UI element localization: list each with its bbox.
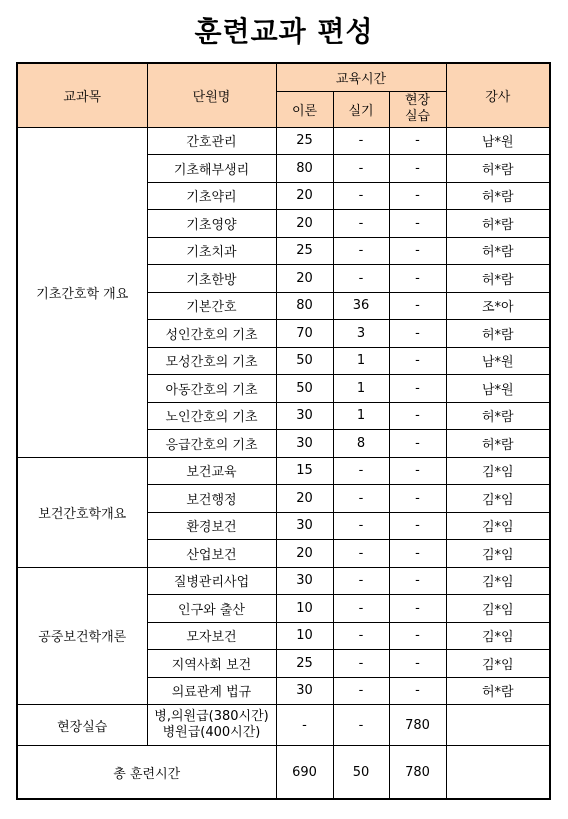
unit-cell: 노인간호의 기초 xyxy=(147,402,276,430)
subject-cell: 현장실습 xyxy=(17,705,147,746)
field-cell: - xyxy=(389,182,446,210)
instructor-cell: 남*원 xyxy=(446,375,550,403)
instructor-cell: 허*람 xyxy=(446,430,550,458)
table-row-total xyxy=(17,746,550,800)
practice-cell: 8 xyxy=(333,430,389,458)
theory-cell: 10 xyxy=(276,595,333,623)
field-cell: - xyxy=(389,457,446,485)
total-field: 780 xyxy=(389,746,446,800)
instructor-cell: 허*람 xyxy=(446,237,550,265)
unit-cell: 의료관계 법규 xyxy=(147,677,276,705)
instructor-cell: 허*람 xyxy=(446,155,550,183)
theory-cell: 50 xyxy=(276,375,333,403)
practice-cell: - xyxy=(333,155,389,183)
field-cell: - xyxy=(389,512,446,540)
unit-cell: 기초치과 xyxy=(147,237,276,265)
instructor-cell: 김*임 xyxy=(446,512,550,540)
total-theory: 690 xyxy=(276,746,333,800)
theory-cell: 70 xyxy=(276,320,333,348)
practice-cell: - xyxy=(333,457,389,485)
field-cell: - xyxy=(389,567,446,595)
theory-cell: 80 xyxy=(276,292,333,320)
unit-cell: 기초약리 xyxy=(147,182,276,210)
theory-cell: 30 xyxy=(276,512,333,540)
theory-cell: 50 xyxy=(276,347,333,375)
instructor-cell: 남*원 xyxy=(446,347,550,375)
subject-cell: 기초간호학 개요 xyxy=(17,127,147,457)
instructor-cell: 김*임 xyxy=(446,650,550,678)
instructor-cell: 허*람 xyxy=(446,320,550,348)
field-cell: - xyxy=(389,292,446,320)
practice-cell: - xyxy=(333,237,389,265)
practice-cell: - xyxy=(333,595,389,623)
practice-cell: 36 xyxy=(333,292,389,320)
instructor-cell: 허*람 xyxy=(446,265,550,293)
instructor-cell: 김*임 xyxy=(446,567,550,595)
field-cell: - xyxy=(389,127,446,155)
instructor-cell: 허*람 xyxy=(446,677,550,705)
table-row xyxy=(17,127,550,155)
unit-line1: 병,의원급(380시간) xyxy=(154,709,269,724)
theory-cell: 25 xyxy=(276,650,333,678)
practice-cell: - xyxy=(333,210,389,238)
practice-cell: - xyxy=(333,650,389,678)
field-cell: - xyxy=(389,320,446,348)
field-cell: - xyxy=(389,650,446,678)
field-cell: - xyxy=(389,347,446,375)
instructor-cell: 김*임 xyxy=(446,622,550,650)
unit-cell: 기초해부생리 xyxy=(147,155,276,183)
unit-cell: 보건행정 xyxy=(147,485,276,513)
curriculum-table xyxy=(16,62,551,800)
instructor-cell xyxy=(446,705,550,746)
unit-cell: 모성간호의 기초 xyxy=(147,347,276,375)
practice-cell: - xyxy=(333,127,389,155)
header-theory: 이론 xyxy=(276,91,333,127)
header-hours: 교육시간 xyxy=(276,63,446,91)
unit-cell: 응급간호의 기초 xyxy=(147,430,276,458)
theory-cell: 20 xyxy=(276,182,333,210)
theory-cell: 10 xyxy=(276,622,333,650)
instructor-cell: 김*임 xyxy=(446,457,550,485)
field-cell: - xyxy=(389,677,446,705)
theory-cell: 30 xyxy=(276,402,333,430)
theory-cell: 30 xyxy=(276,677,333,705)
field-cell: - xyxy=(389,595,446,623)
table-row-field-practice xyxy=(17,705,550,746)
theory-cell: 25 xyxy=(276,237,333,265)
practice-cell: - xyxy=(333,182,389,210)
unit-cell: 질병관리사업 xyxy=(147,567,276,595)
header-subject: 교과목 xyxy=(17,63,147,127)
field-cell: - xyxy=(389,155,446,183)
field-cell: - xyxy=(389,210,446,238)
table-row xyxy=(17,457,550,485)
unit-cell: 성인간호의 기초 xyxy=(147,320,276,348)
total-instructor xyxy=(446,746,550,800)
header-practice: 실기 xyxy=(333,91,389,127)
field-cell: - xyxy=(389,622,446,650)
theory-cell: 15 xyxy=(276,457,333,485)
subject-cell: 공중보건학개론 xyxy=(17,567,147,705)
theory-cell: 80 xyxy=(276,155,333,183)
practice-cell: 1 xyxy=(333,402,389,430)
header-field-line2: 실습 xyxy=(404,109,431,124)
header-field-line1: 현장 xyxy=(404,93,431,108)
practice-cell: - xyxy=(333,677,389,705)
theory-cell: 20 xyxy=(276,540,333,568)
unit-cell: 지역사회 보건 xyxy=(147,650,276,678)
header-unit: 단원명 xyxy=(147,63,276,127)
field-cell: - xyxy=(389,265,446,293)
field-cell: - xyxy=(389,237,446,265)
total-practice: 50 xyxy=(333,746,389,800)
unit-cell: 기본간호 xyxy=(147,292,276,320)
unit-cell: 기초영양 xyxy=(147,210,276,238)
practice-cell: 1 xyxy=(333,347,389,375)
instructor-cell: 김*임 xyxy=(446,540,550,568)
instructor-cell: 허*람 xyxy=(446,210,550,238)
table-body xyxy=(17,127,550,799)
practice-cell: - xyxy=(333,485,389,513)
subject-cell: 보건간호학개요 xyxy=(17,457,147,567)
theory-cell: 20 xyxy=(276,485,333,513)
field-cell: - xyxy=(389,402,446,430)
practice-cell: - xyxy=(333,265,389,293)
unit-cell: 환경보건 xyxy=(147,512,276,540)
field-cell: - xyxy=(389,375,446,403)
table-row xyxy=(17,567,550,595)
header-instructor: 강사 xyxy=(446,63,550,127)
practice-cell: - xyxy=(333,567,389,595)
practice-cell: - xyxy=(333,540,389,568)
theory-cell: 30 xyxy=(276,430,333,458)
theory-cell: 30 xyxy=(276,567,333,595)
unit-cell: 간호관리 xyxy=(147,127,276,155)
header-field xyxy=(389,91,446,127)
practice-cell: 1 xyxy=(333,375,389,403)
unit-cell: 산업보건 xyxy=(147,540,276,568)
page-title: 훈련교과 편성 xyxy=(194,15,374,48)
practice-cell: - xyxy=(333,622,389,650)
unit-cell: 모자보건 xyxy=(147,622,276,650)
instructor-cell: 김*임 xyxy=(446,485,550,513)
instructor-cell: 남*원 xyxy=(446,127,550,155)
total-label: 총 훈련시간 xyxy=(17,746,276,800)
theory-cell: 20 xyxy=(276,210,333,238)
unit-cell: 아동간호의 기초 xyxy=(147,375,276,403)
theory-cell: 25 xyxy=(276,127,333,155)
unit-cell: 인구와 출산 xyxy=(147,595,276,623)
instructor-cell: 허*람 xyxy=(446,182,550,210)
instructor-cell: 조*아 xyxy=(446,292,550,320)
practice-cell: - xyxy=(333,512,389,540)
practice-cell: 3 xyxy=(333,320,389,348)
field-cell: - xyxy=(389,540,446,568)
theory-cell: 20 xyxy=(276,265,333,293)
instructor-cell: 허*람 xyxy=(446,402,550,430)
unit-cell: 보건교육 xyxy=(147,457,276,485)
instructor-cell: 김*임 xyxy=(446,595,550,623)
field-cell: - xyxy=(389,430,446,458)
field-cell: 780 xyxy=(389,705,446,746)
field-cell: - xyxy=(389,485,446,513)
practice-cell: - xyxy=(333,705,389,746)
unit-cell: 기초한방 xyxy=(147,265,276,293)
theory-cell: - xyxy=(276,705,333,746)
unit-line2: 병원급(400시간) xyxy=(162,725,261,740)
unit-cell xyxy=(147,705,276,746)
